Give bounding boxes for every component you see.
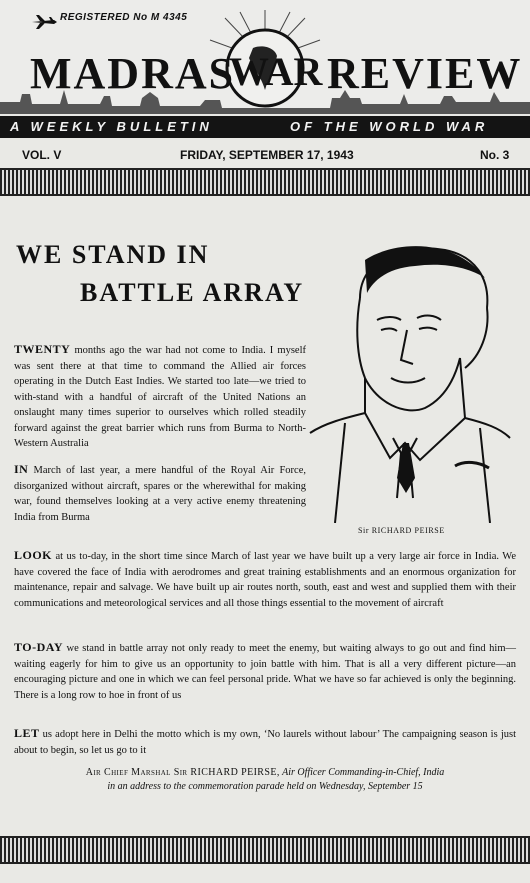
paragraph-3-text: at us to-day, in the short time since March of last year we have built up a very large air force in India. We have covered the face of India with aerodromes and great training establishments and an enormous organization for maintenance, repair and salvage. We have built up air routes north, south, east and west and supplied them with their communications and meteorological services and all those things essential to the movement of aircraft bbox=[14, 551, 516, 609]
ribbon-left-text: A WEEKLY BULLETIN bbox=[10, 119, 213, 134]
title-madras: MADRAS bbox=[30, 49, 236, 98]
paragraph-5-lead: LET bbox=[14, 726, 40, 740]
city-skyline-illustration bbox=[0, 80, 530, 114]
paragraph-3-lead: LOOK bbox=[14, 548, 53, 562]
attribution-occasion: in an address to the commemoration parade held on Wednesday, September 15 bbox=[107, 781, 423, 792]
title-review: REVIEW bbox=[327, 49, 523, 98]
volume: VOL. V bbox=[22, 148, 62, 162]
paragraph-4-text: we stand in battle array not only ready to meet the enemy, but waiting always to go out and find him—waiting eagerly for him to give us an opportunity to join battle with him. That is all a very different picture—an encouraging picture and one in which we can feel personal pride. What we have so far achieved is only the beginning. There is a long row to hoe in front of us bbox=[14, 643, 516, 701]
paragraph-5 bbox=[14, 726, 516, 758]
paragraph-2-lead: IN bbox=[14, 462, 29, 476]
attribution-name: Air Chief Marshal Sir RICHARD PEIRSE, bbox=[85, 767, 280, 778]
paragraph-1-lead: TWENTY bbox=[14, 342, 71, 356]
paragraph-1-text: months ago the war had not come to India. I myself was sent there at that time to command the Allied air forces operating in the Dutch East Indies. We started too late—we tried to with-stand with a handful of aircraft of the United Nations an onslaught many times superior to ourselves which rolled steadily forward against the great barrier which runs from Burma to North-Western Australia bbox=[14, 345, 306, 449]
paragraph-4 bbox=[14, 640, 516, 703]
portrait-illustration bbox=[305, 238, 515, 523]
paragraph-3 bbox=[14, 548, 516, 611]
paragraph-2-text: March of last year, a mere handful of the Royal Air Force, disorganized without aircraft, spares or the wherewithal for making war, found themselves looking at a very active enemy threatening India from Burma bbox=[14, 465, 306, 523]
decorative-band-bottom bbox=[0, 836, 530, 864]
masthead bbox=[0, 0, 530, 112]
issue-date: FRIDAY, SEPTEMBER 17, 1943 bbox=[180, 148, 354, 162]
attribution bbox=[14, 766, 516, 794]
masthead-ribbon bbox=[0, 116, 530, 138]
paragraph-2 bbox=[14, 462, 306, 525]
paragraph-1 bbox=[14, 342, 306, 452]
paragraph-4-lead: TO-DAY bbox=[14, 640, 64, 654]
issue-line bbox=[0, 144, 530, 166]
portrait-caption: Sir RICHARD PEIRSE bbox=[358, 526, 445, 535]
attribution-role: Air Officer Commanding-in-Chief, India bbox=[279, 767, 445, 778]
decorative-band-top bbox=[0, 168, 530, 196]
headline-line-1: WE STAND IN bbox=[16, 240, 210, 269]
ribbon-right-text: OF THE WORLD WAR bbox=[290, 119, 489, 134]
airplane-icon bbox=[30, 14, 58, 30]
title-war: WAR bbox=[229, 49, 323, 94]
paragraph-5-text: us adopt here in Delhi the motto which is my own, ‘No laurels without labour’ The campaigning season is just about to begin, so let us go to it bbox=[14, 729, 516, 756]
issue-number: No. 3 bbox=[480, 148, 510, 162]
registration-number: REGISTERED No M 4345 bbox=[60, 12, 188, 23]
headline-line-2: BATTLE ARRAY bbox=[80, 278, 305, 307]
